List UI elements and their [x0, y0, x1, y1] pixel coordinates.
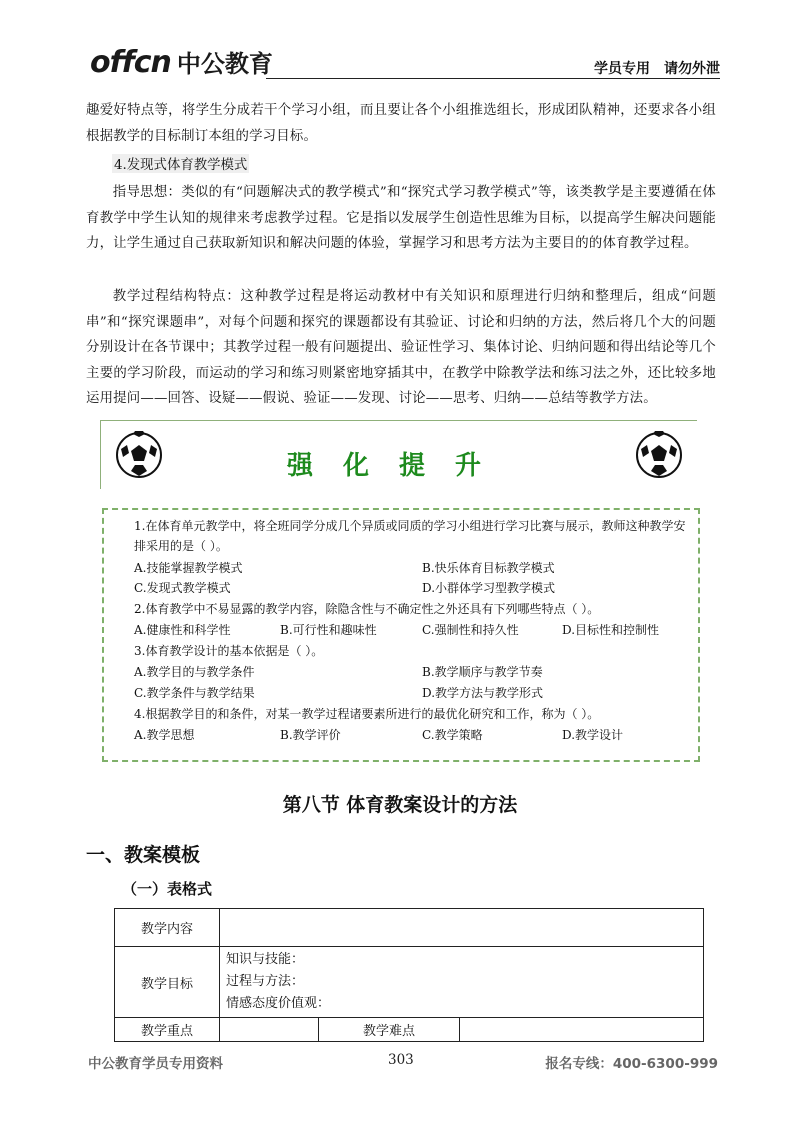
practice-banner [100, 420, 697, 489]
label-key-points: 教学重点 [115, 1018, 220, 1042]
section-title: 第八节 体育教案设计的方法 [282, 794, 518, 816]
page-header [90, 40, 720, 80]
header-tags [594, 58, 720, 78]
goal-process-method: 过程与方法： [226, 974, 305, 989]
value-teaching-content [220, 909, 704, 947]
header-rule [266, 78, 720, 79]
lesson-plan-table [114, 908, 704, 1042]
question-1-option-a: A.技能掌握教学模式 [134, 561, 243, 575]
question-4: 4.根据教学目的和条件，对某一教学过程诸要素所进行的最优化研究和工作，称为（ ）。 [134, 707, 600, 721]
paragraph-group-study: 趣爱好特点等，将学生分成若干个学习小组，而且要让各个小组推选组长，形成团队精神，还要求各小组根据教学的目标制订本组的学习目标。 [86, 103, 716, 144]
question-3: 3.体育教学设计的基本依据是（ ）。 [134, 644, 324, 658]
label-difficulties: 教学难点 [319, 1018, 460, 1042]
question-2-option-b: B.可行性和趣味性 [280, 623, 377, 637]
value-teaching-goals [220, 947, 704, 1018]
logo-latin: offcn [90, 45, 171, 80]
question-3-option-d: D.教学方法与教学形式 [422, 686, 544, 700]
question-2-option-a: A.健康性和科学性 [134, 623, 231, 637]
paragraph-guiding-idea: 指导思想：类似的有“问题解决式的教学模式”和“探究式学习教学模式”等，该类教学是主要遵循在体育教学中学生认知的规律来考虑教学过程。它是指以发展学生创造性思维为目标，以提高学生解决问题能力，让学生通过自己获取新知识和解决问题的体验，掌握学习和思考方法为主要目的的体育教学过程。 [86, 185, 716, 251]
soccer-ball-icon [635, 431, 683, 479]
value-key-points [220, 1018, 319, 1042]
question-1-option-b: B.快乐体育目标教学模式 [422, 561, 555, 575]
heading-lesson-template: 一、教案模板 [86, 844, 201, 866]
header-tag-exclusive: 学员专用 [594, 61, 650, 77]
question-2-option-c: C.强制性和持久性 [422, 623, 519, 637]
question-4-option-d: D.教学设计 [562, 728, 624, 742]
question-2: 2.体育教学中不易显露的教学内容，除隐含性与不确定性之外还具有下列哪些特点（ ）。 [134, 602, 600, 616]
question-3-option-b: B.教学顺序与教学节奏 [422, 665, 543, 679]
question-3-option-a: A.教学目的与教学条件 [134, 665, 255, 679]
page-number: 303 [388, 1052, 414, 1068]
subheading-discovery-model: 4.发现式体育教学模式 [112, 154, 249, 173]
table-row [115, 909, 704, 947]
table-row [115, 947, 704, 1018]
brand-logo [90, 44, 273, 80]
question-3-option-c: C.教学条件与教学结果 [134, 686, 255, 700]
goal-attitude-values: 情感态度价值观： [226, 996, 331, 1011]
question-1-option-d: D.小群体学习型教学模式 [422, 581, 556, 595]
question-1-line2: 排采用的是（ ）。 [134, 539, 228, 553]
footer-hotline: 报名专线：400-6300-999 [545, 1056, 718, 1072]
footer-material-label: 中公教育学员专用资料 [88, 1056, 223, 1072]
question-2-option-d: D.目标性和控制性 [562, 623, 660, 637]
table-row [115, 1018, 704, 1042]
question-4-option-c: C.教学策略 [422, 728, 483, 742]
exercise-box [102, 508, 700, 762]
goal-knowledge-skills: 知识与技能： [226, 952, 305, 967]
question-4-option-a: A.教学思想 [134, 728, 195, 742]
paragraph-structure: 教学过程结构特点：这种教学过程是将运动教材中有关知识和原理进行归纳和整理后，组成“问题串”和“探究课题串”，对每个问题和探究的课题都设有其验证、讨论和归纳的方法，然后将几个大的问题分别设计在各节课中；其教学过程一般有问题提出、验证性学习、集体讨论、归纳问题和得出结论等几个主要的学习阶段，而运动的学习和练习则紧密地穿插其中，在教学中除教学法和练习法之外，还比较多地运用提问——回答、设疑——假说、验证——发现、讨论——思考、归纳——总结等教学方法。 [86, 289, 716, 406]
label-teaching-content: 教学内容 [115, 909, 220, 947]
header-tag-confidential: 请勿外泄 [664, 61, 720, 77]
logo-chinese: 中公教育 [176, 50, 273, 78]
question-4-option-b: B.教学评价 [280, 728, 341, 742]
banner-title: 强化提升 [286, 451, 511, 481]
question-1-line1: 1.在体育单元教学中，将全班同学分成几个异质或同质的学习小组进行学习比赛与展示，教师这种教学安 [134, 519, 686, 533]
question-1-option-c: C.发现式教学模式 [134, 581, 231, 595]
heading-table-format: （一）表格式 [122, 880, 213, 898]
label-teaching-goals: 教学目标 [115, 947, 220, 1018]
value-difficulties [460, 1018, 704, 1042]
